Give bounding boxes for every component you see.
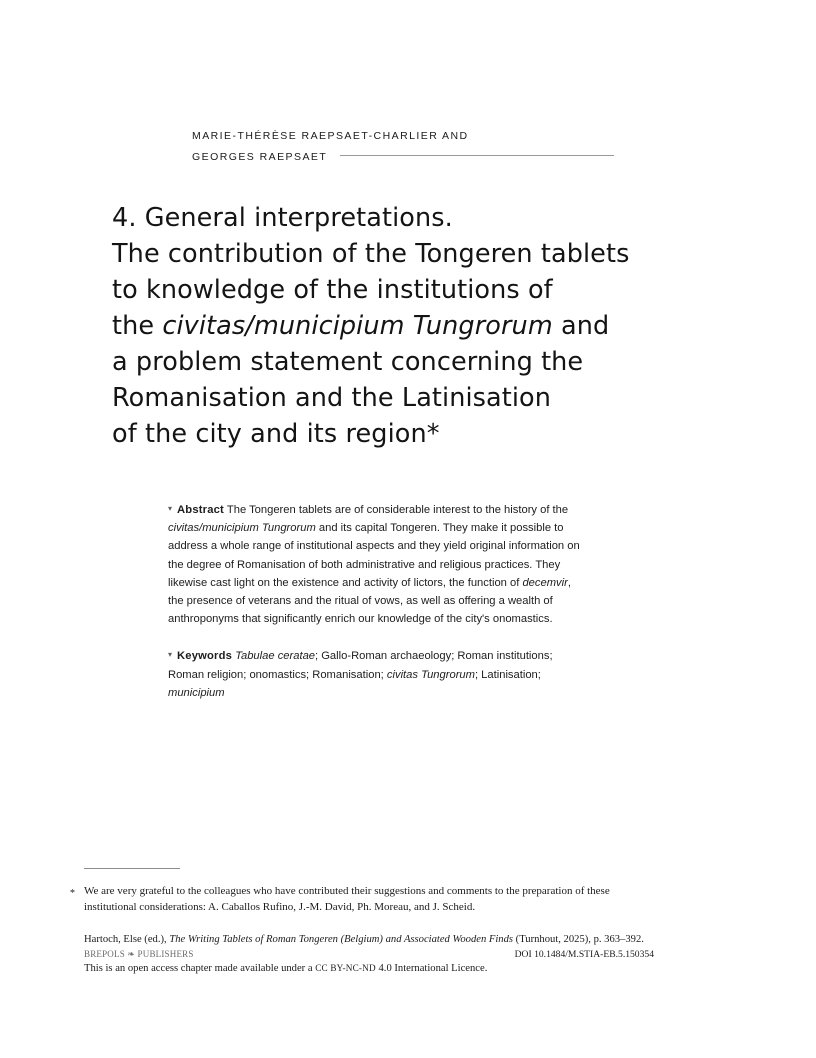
footnote-text: We are very grateful to the colleagues who have contributed their suggestions and comments to the preparation of these institutional considerations: A. Caballos Rufino, J.-M. David, Ph. Moreau, and J. Scheid. <box>84 885 610 913</box>
licence-pre: This is an open access chapter made available under a <box>84 963 316 974</box>
citation-pre: Hartoch, Else (ed.), <box>84 934 170 945</box>
abstract-italic-1: civitas/municipium Tungrorum <box>168 522 316 535</box>
footnote-separator-rule <box>84 868 180 869</box>
abstract-paragraph <box>168 500 588 628</box>
author-block <box>192 126 622 168</box>
author-divider-rule <box>340 155 614 156</box>
citation-row <box>84 932 654 947</box>
title-line-2: The contribution of the Tongeren tablets <box>112 239 630 270</box>
triangle-bullet-icon: ▾ <box>168 650 173 660</box>
title-line-1: 4. General interpretations. <box>112 203 453 234</box>
doi-text[interactable]: DOI 10.1484/M.STIA-EB.5.150354 <box>514 949 654 960</box>
citation-title: The Writing Tablets of Roman Tongeren (Belgium) and Associated Wooden Finds <box>169 934 514 945</box>
licence-cc-label: CC BY-NC-ND <box>315 963 376 973</box>
abstract-keywords-block <box>168 500 588 720</box>
abstract-text-2: and its capital Tongeren. They make it possible to address a whole range of institutional aspects and they yield original information on the degree of Romanisation of both administrative and religious practices. They likewise cast light on the existence and activity of lictors, the function of <box>168 522 580 589</box>
title-line-4-post: and <box>552 311 610 342</box>
title-line-6: Romanisation and the Latinisation <box>112 383 552 414</box>
licence-post: 4.0 International Licence. <box>375 963 488 974</box>
abstract-italic-2: decemvir <box>522 576 568 589</box>
keywords-italic-3: municipium <box>168 686 225 699</box>
footnote-marker: * <box>70 888 75 899</box>
triangle-bullet-icon: ▾ <box>168 504 173 513</box>
licence-row <box>84 961 654 976</box>
keywords-italic-2: civitas Tungrorum <box>386 668 475 681</box>
author-line-2: GEORGES RAEPSAET <box>192 151 328 163</box>
title-line-5: a problem statement concerning the <box>112 347 584 378</box>
title-line-3: to knowledge of the institutions of <box>112 275 553 306</box>
keywords-italic-1: Tabulae ceratae <box>235 650 316 663</box>
publisher-doi-row <box>84 947 654 961</box>
abstract-label: Abstract <box>177 504 224 516</box>
title-line-4-italic: civitas/municipium Tungrorum <box>162 311 553 342</box>
author-line-1: MARIE-THÉRÈSE RAEPSAET-CHARLIER AND <box>192 130 469 142</box>
keywords-text-2: ; Latinisation; <box>474 668 541 681</box>
keywords-text-1: ; Gallo-Roman archaeology; Roman institutions; Roman religion; onomastics; Romanisation; <box>168 650 553 681</box>
footnote-block <box>70 884 660 915</box>
page-title <box>112 200 672 452</box>
colophon-block <box>84 932 654 976</box>
title-line-7: of the city and its region* <box>112 419 440 450</box>
keywords-paragraph <box>168 646 588 702</box>
citation-post: (Turnhout, 2025), p. 363–392. <box>513 934 644 945</box>
keywords-label: Keywords <box>177 650 233 663</box>
title-line-4-pre: the <box>112 311 163 342</box>
publisher-logo: BREPOLS ❧ PUBLISHERS <box>84 949 194 959</box>
abstract-text-1: The Tongeren tablets are of considerable interest to the history of the <box>223 504 569 516</box>
abstract-text-3: , the presence of veterans and the ritual of vows, as well as offering a wealth of anthroponyms that significantly enrich our knowledge of the city's onomastics. <box>168 576 571 626</box>
